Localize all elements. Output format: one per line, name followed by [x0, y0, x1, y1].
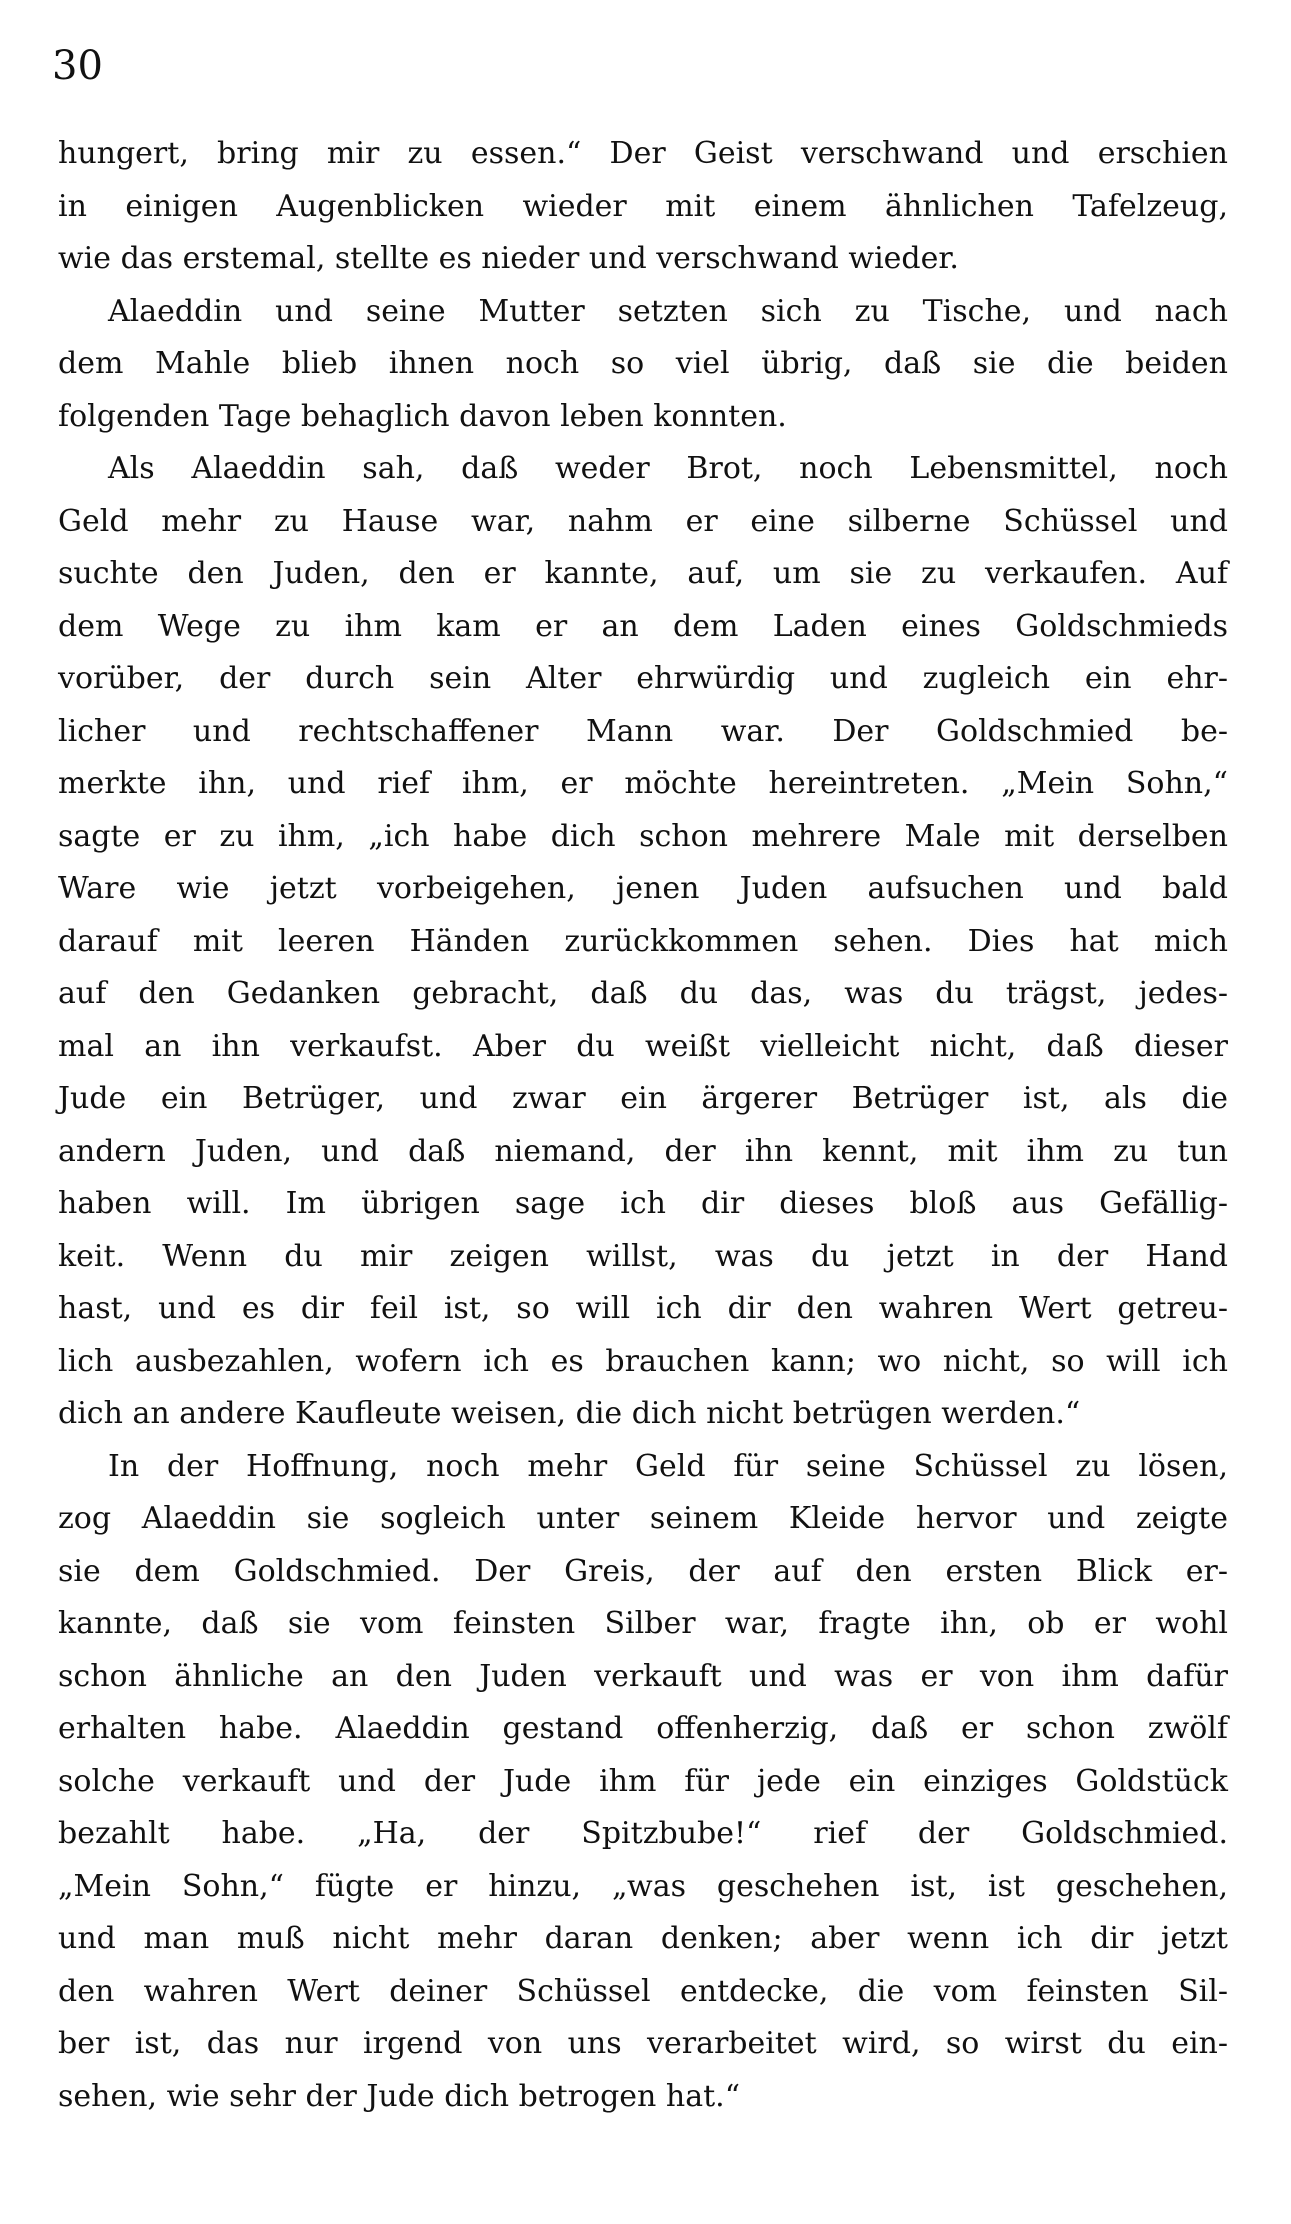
text-line: wie das erstemal, stellte es nieder und verschwand wieder. [58, 241, 959, 276]
text-line: zog Alaeddin sie sogleich unter seinem Kleide hervor und zeigte [58, 1501, 1228, 1536]
page-number: 30 [52, 43, 103, 89]
text-line: suchte den Juden, den er kannte, auf, um sie zu verkaufen. Auf [58, 556, 1228, 591]
text-line: Als Alaeddin sah, daß weder Brot, noch Lebensmittel, noch [108, 451, 1228, 486]
text-line: Alaeddin und seine Mutter setzten sich zu Tische, und nach [108, 293, 1228, 329]
text-line: Jude ein Betrüger, und zwar ein ärgerer Betrüger ist, als die [58, 1081, 1228, 1116]
text-line: solche verkauft und der Jude ihm für jede ein einziges Goldstück [58, 1763, 1228, 1799]
text-line: sagte er zu ihm, „ich habe dich schon mehrere Male mit derselben [58, 818, 1228, 854]
text-line: darauf mit leeren Händen zurückkommen sehen. Dies hat mich [58, 923, 1228, 959]
text-line: sie dem Goldschmied. Der Greis, der auf den ersten Blick er- [58, 1553, 1228, 1589]
text-line: schon ähnliche an den Juden verkauft und was er von ihm dafür [58, 1658, 1228, 1694]
text-line: dich an andere Kaufleute weisen, die dich nicht betrügen werden.“ [58, 1396, 1081, 1431]
text-line: dem Mahle blieb ihnen noch so viel übrig, daß sie die beiden [58, 346, 1228, 381]
text-line: andern Juden, und daß niemand, der ihn kennt, mit ihm zu tun [58, 1133, 1228, 1169]
text-line: vorüber, der durch sein Alter ehrwürdig und zugleich ein ehr- [58, 661, 1228, 696]
text-line: keit. Wenn du mir zeigen willst, was du jetzt in der Hand [58, 1238, 1228, 1274]
text-line: auf den Gedanken gebracht, daß du das, was du trägst, jedes- [58, 976, 1228, 1011]
text-line: Geld mehr zu Hause war, nahm er eine silberne Schüssel und [58, 503, 1228, 539]
text-line: lich ausbezahlen, wofern ich es brauchen kann; wo nicht, so will ich [58, 1343, 1228, 1379]
text-line: und man muß nicht mehr daran denken; aber wenn ich dir jetzt [58, 1921, 1228, 1956]
text-line: den wahren Wert deiner Schüssel entdecke, die vom feinsten Sil- [58, 1973, 1228, 2009]
text-line: kannte, daß sie vom feinsten Silber war, fragte ihn, ob er wohl [58, 1606, 1228, 1641]
text-line: sehen, wie sehr der Jude dich betrogen hat.“ [58, 2078, 741, 2114]
text-line: licher und rechtschaffener Mann war. Der Goldschmied be- [58, 713, 1228, 749]
body-text [58, 128, 1228, 2123]
text-line: dem Wege zu ihm kam er an dem Laden eines Goldschmieds [58, 608, 1228, 644]
text-line: haben will. Im übrigen sage ich dir dieses bloß aus Gefällig- [58, 1186, 1228, 1221]
text-line: merkte ihn, und rief ihm, er möchte hereintreten. „Mein Sohn,“ [58, 766, 1228, 801]
text-line: „Mein Sohn,“ fügte er hinzu, „was geschehen ist, ist geschehen, [58, 1868, 1228, 1904]
text-line: Ware wie jetzt vorbeigehen, jenen Juden aufsuchen und bald [58, 871, 1228, 906]
text-line: ber ist, das nur irgend von uns verarbeitet wird, so wirst du ein- [58, 2026, 1228, 2061]
text-line: mal an ihn verkaufst. Aber du weißt vielleicht nicht, daß dieser [58, 1028, 1228, 1064]
text-line: bezahlt habe. „Ha, der Spitzbube!“ rief der Goldschmied. [58, 1816, 1228, 1851]
text-line: In der Hoffnung, noch mehr Geld für seine Schüssel zu lösen, [108, 1448, 1228, 1484]
text-line: erhalten habe. Alaeddin gestand offenherzig, daß er schon zwölf [58, 1711, 1228, 1746]
text-line: in einigen Augenblicken wieder mit einem ähnlichen Tafelzeug, [58, 188, 1228, 224]
text-line: hungert, bring mir zu essen.“ Der Geist verschwand und erschien [58, 136, 1228, 171]
text-line: hast, und es dir feil ist, so will ich dir den wahren Wert getreu- [58, 1291, 1228, 1326]
text-line: folgenden Tage behaglich davon leben konnten. [58, 398, 787, 434]
